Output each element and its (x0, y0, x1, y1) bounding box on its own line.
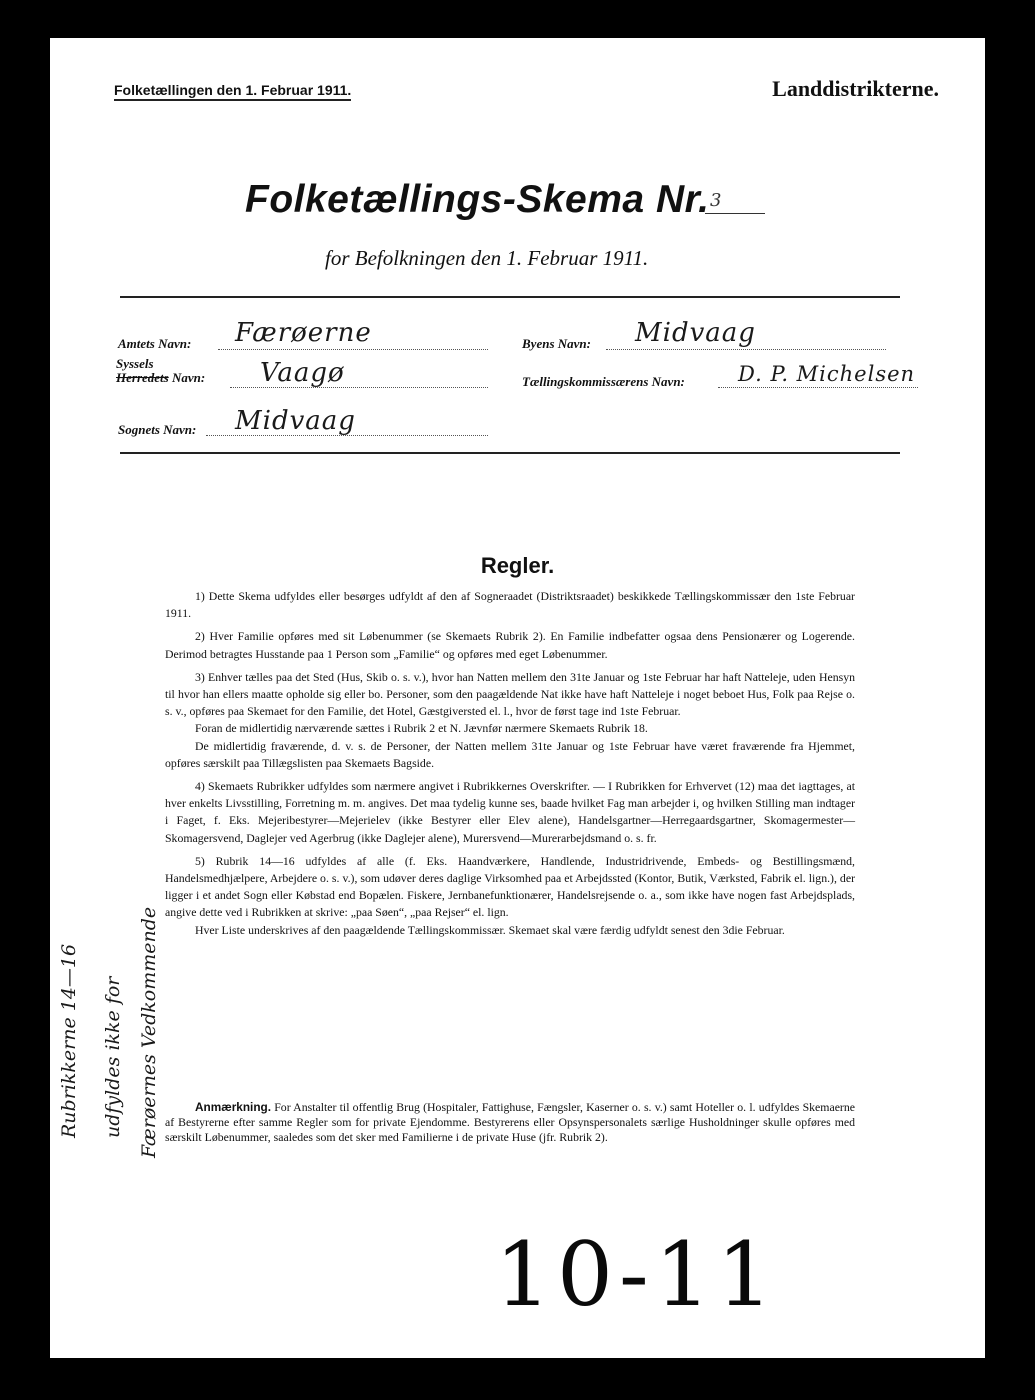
district-type: Landdistrikterne. (772, 76, 939, 101)
rule-5: 5) Rubrik 14—16 udfyldes af alle (f. Eks. Haandværkere, Handlende, Industridrivende, Embeds- og Bestillingsmænd, Handelsmedhjælpere, Arbejdere o. s. v.), som udøver deres daglige Virksomhed paa et Arbejdssted (Kontor, Butik, Værksted, Fabrik el. lign.), der ligger i et andet Sogn eller Købstad end Bopælen. Fiskere, Jernbanefunktionærer, Handelsrejsende o. a., som ikke have nogen fast Arbejdsplads, angive dette ved i Rubrikken at skrive: „paa Søen“, „paa Rejser“ el. lign. (165, 853, 855, 920)
rule-3: 3) Enhver tælles paa det Sted (Hus, Skib o. s. v.), hvor han Natten mellem den 31te Januar og 1ste Februar har haft Natteleje, uden Hensyn til hvor han ellers maatte opholde sig eller bo. Personer, som den paagældende Nat ikke have haft Natteleje i noget beboet Hus, Folk paa Rejse o. s. v., opføres paa Skemaet for den Familie, det Hotel, Gæstgiversted el. l., hvor de først tage ind 1ste Februar. (165, 669, 855, 719)
amt-value: Færøerne (235, 318, 372, 348)
rule-3b: Foran de midlertidig nærværende sættes i Rubrik 2 et N. Jævnfør nærmere Skemaets Rubrik 18. (195, 721, 648, 736)
stamp-number: 10-11 (495, 1223, 779, 1326)
divider-top (120, 296, 900, 298)
census-form-page (50, 38, 985, 1358)
kommissaer-value: D. P. Michelsen (738, 362, 916, 386)
amt-label: Amtets Navn: (118, 336, 192, 351)
byen-value: Midvaag (635, 318, 756, 348)
kommissaer-line (718, 386, 918, 388)
margin-note-line-3: Færøernes Vedkommende (138, 906, 160, 1158)
sysle-label (116, 358, 205, 384)
form-number: 3 (710, 190, 722, 211)
rule-5b: Hver Liste underskrives af den paagældende Tællingskommissær. Skemaet skal være færdig udfyldt senest den 3die Februar. (195, 922, 785, 937)
herred-label-struck: Herredets (116, 370, 169, 385)
rule-1: 1) Dette Skema udfyldes eller besørges udfyldt af den af Sogneraadet (Distriktsraadet) beskikkede Tællingskommissær den 1ste Februar 1911. (165, 589, 855, 621)
margin-note-line-2: udfyldes ikke for (102, 976, 124, 1138)
amt-line (218, 348, 488, 350)
form-number-line (705, 213, 765, 214)
note-text: For Anstalter til offentlig Brug (Hospitaler, Fattighuse, Fængsler, Kaserner o. s. v.) samt Hoteller o. l. udfyldes Skemaerne af Bestyrerne efter samme Regler som for private Ejendomme. Bestyrerens eller Opsynspersonalets særlige Husholdninger skulle opføres med særskilt Løbenummer, saaledes som det sker med Familierne i de private Huse (jfr. Rubrik 2). (165, 1100, 855, 1144)
form-subtitle: for Befolkningen den 1. Februar 1911. (325, 246, 649, 270)
form-title: Folketællings-Skema Nr. (245, 178, 710, 221)
margin-note-line-1: Rubrikkerne 14—16 (58, 943, 80, 1138)
note-block (165, 1100, 855, 1145)
byen-label: Byens Navn: (522, 336, 591, 351)
rule-2: 2) Hver Familie opføres med sit Løbenummer (se Skemaets Rubrik 2). En Familie indbefatter ogsaa dens Pensionærer og Logerende. Derimod betragtes Husstande paa 1 Person som „Familie“ og opføres med eget Løbenummer. (165, 629, 855, 661)
rule-4: 4) Skemaets Rubrikker udfyldes som nærmere angivet i Rubrikkernes Overskrifter. — I Rubrikken for Erhvervet (12) maa det iagttages, at hver enkelts Livsstilling, Forretning m. m. angives. Det maa tydelig kunne ses, baade hvilket Fag man arbejder i, og hvilken Stilling man indtager i Faget, f. Eks. Mejeribestyrer—Mejerielev (ikke Bestyrer eller Elev alene), Handelsgartner—Herregaardsgartner, Skomagermester—Skomagersvend, Daglejer ved Agerbrug (ikke Daglejer alene), Murersvend—Murerarbejdsmand o. s. fr. (165, 779, 855, 845)
kommissaer-label: Tællingskommissærens Navn: (522, 374, 685, 389)
rules-text (165, 588, 855, 945)
divider-bottom (120, 452, 900, 454)
census-header-line: Folketællingen den 1. Februar 1911. (114, 82, 351, 101)
sogn-value: Midvaag (235, 406, 356, 436)
navn-label: Navn: (171, 370, 206, 385)
sysle-label-top: Syssels (116, 356, 154, 371)
byen-line (606, 348, 886, 350)
sysle-value: Vaagø (260, 358, 345, 388)
rules-heading: Regler. (480, 553, 555, 578)
sogn-label: Sognets Navn: (118, 422, 197, 437)
rule-3c: De midlertidig fraværende, d. v. s. de Personer, der Natten mellem 31te Januar og 1ste Februar have været fraværende fra Hjemmet, opføres særskilt paa Tillægslisten paa Skemaets Bagside. (165, 738, 855, 770)
note-heading: Anmærkning. (195, 1100, 272, 1114)
